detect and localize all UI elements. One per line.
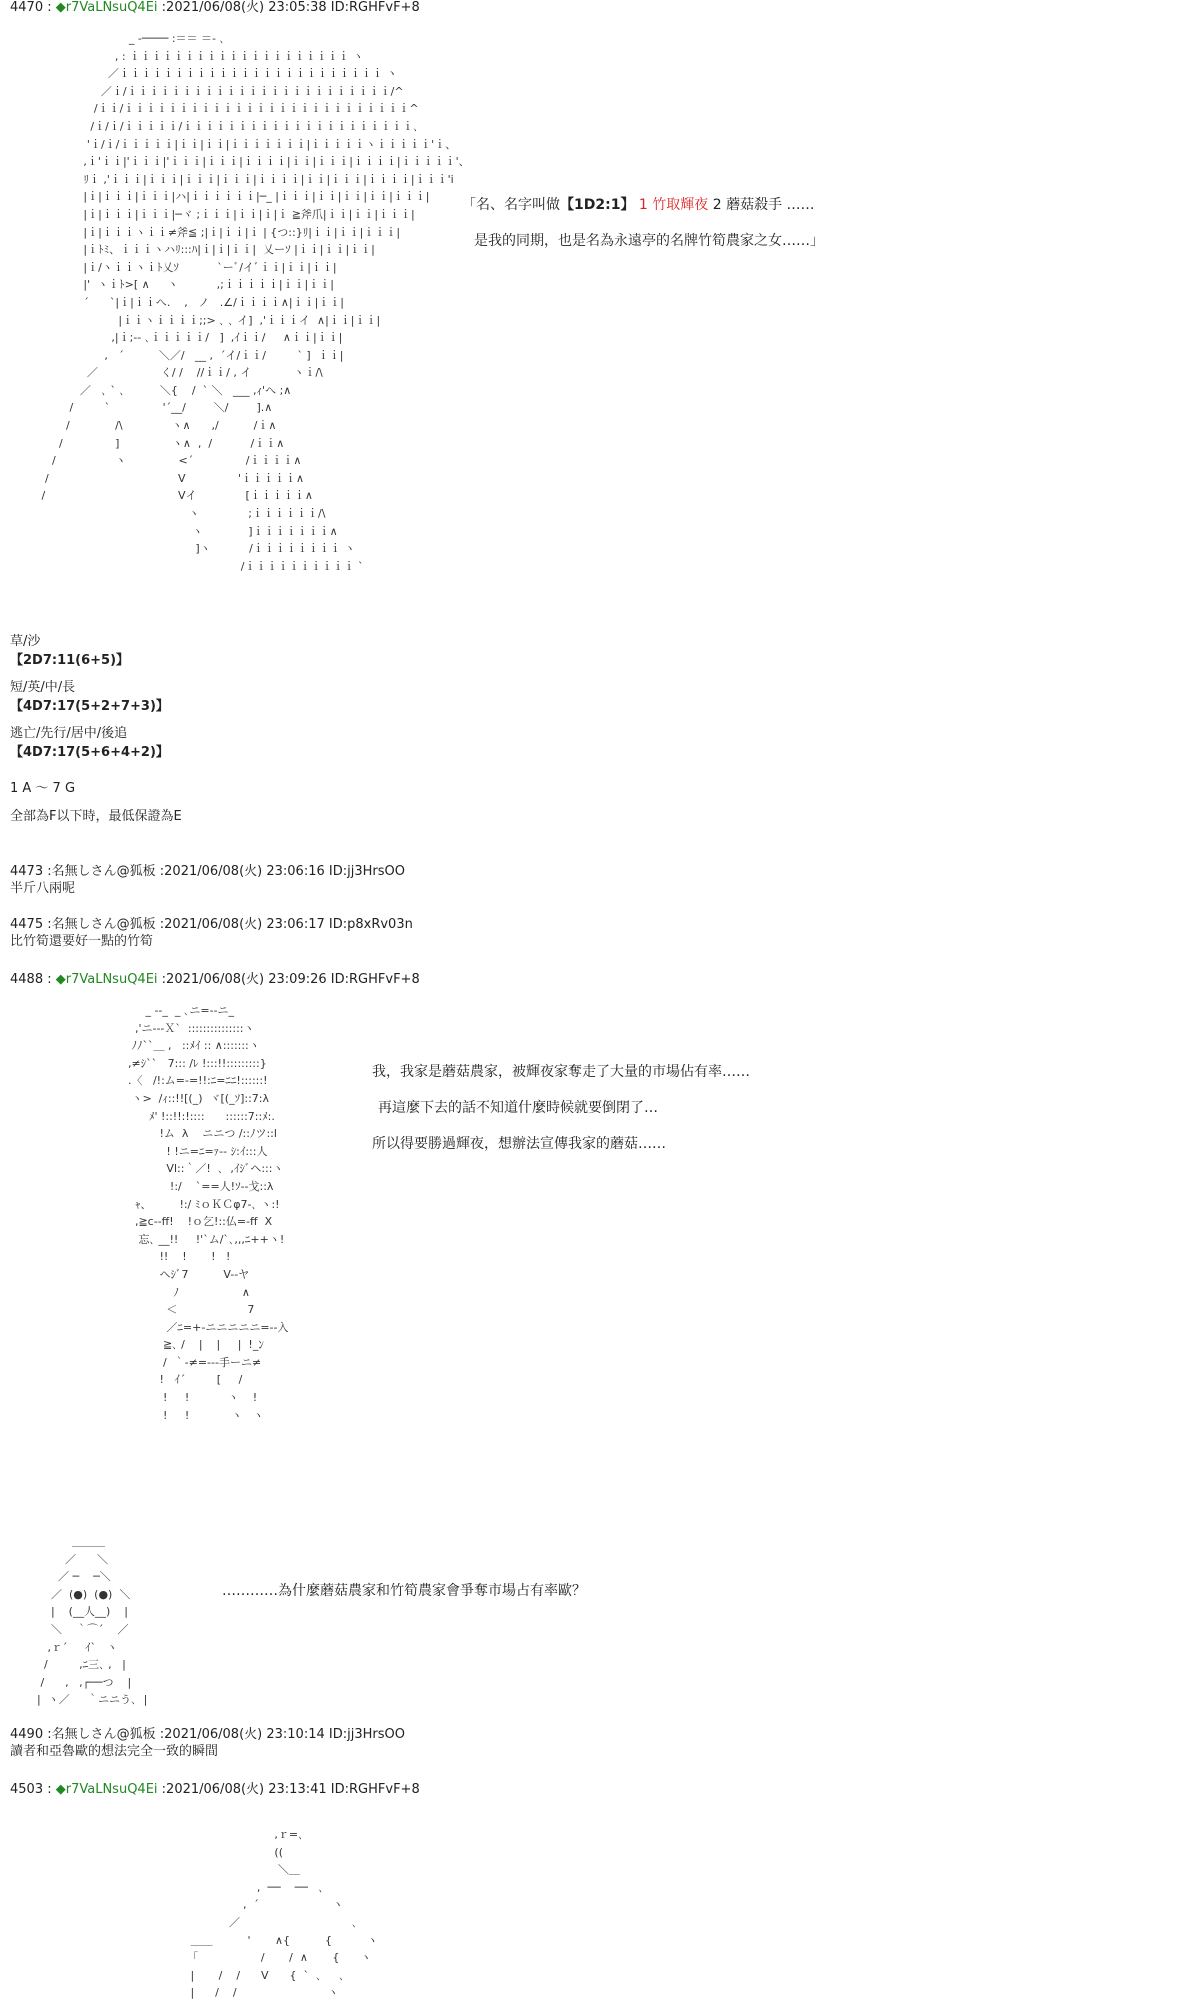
post-number: 4503	[10, 1782, 44, 1797]
poster-id[interactable]: ID:jj3HrsOO	[328, 1727, 405, 1742]
ascii-art-partial: ,ｒ=､ (( ＼＿ , ── ── ､ , ´ ヽ ／ ､ ＿＿ ' ∧{ { ヽ 「 / / ∧ { ヽ | / / V { ` ､ ､ | / / ヽ	[186, 1828, 378, 2000]
poster-name[interactable]: r7VaLNsuQ4Ei	[65, 1782, 158, 1797]
speech-text: 所以得要勝過輝夜，想辦法宣傳我家的蘑菇……	[372, 1136, 666, 1152]
trip-mark-icon: ◆	[55, 972, 66, 987]
stat-category: 草/沙	[10, 634, 41, 649]
poster-id[interactable]: ID:RGHFvF+8	[330, 1782, 420, 1797]
post-date: :2021/06/08(火) 23:06:16	[159, 864, 325, 879]
poster-name[interactable]: r7VaLNsuQ4Ei	[65, 0, 158, 15]
poster-name[interactable]: r7VaLNsuQ4Ei	[65, 972, 158, 987]
stat-scale: 1 A ～ 7 G	[10, 781, 76, 796]
ascii-art-mushroom-farmer: _ -‐_ _ ､ニ=--ニ_ ,'ニ-‐‐Ｘ` :::::::::::::::ヽ ﾉﾉ``＿ , ::ﾒｲ :: ∧:::::::ヽ ,≠ｼ`` 7::: /ﾚ !:::!!:::::::::} .〈 /!:ム=-=!!:ﾆ=ﾆﾆ!::::::! ヽ> /ｨ::!![(_) ヾ[(_ｿ]::7:λ ﾒ' !::!!:!:::: ::::::7::ﾒ:. !ム λ ニニつ /::ﾉツ::l ! !ニ=ﾆ=ｧ-- ｼ:ｲ:::人 Vl::｀／! ､ ,ｲｼﾞヘ:::ヽ !:/ `==人!ｿ-‐戈::λ ｬ、 !:/ ﾐｏＫＣφ7-､ ヽ:! ,≧c‐-ff! !ｏ乞!::仏=-ff X 忘､ __!! !'`ム/`､,,,ﾆ++ヽ! !! ! ! ! ヘｼﾞ7 V-‐ヤ ﾉ ∧ ＜ 7 ／ﾆ=+-ニニニニニ=--入 ≧､ / | | | !_ﾝ / ｀‐≠=--‐手ーニ≠ ! ｲ´ [ / ! ! ヽ ! ! ! ヽ ヽ	[127, 1004, 289, 1422]
dice-roll: 【4D7:17(5+6+4+2)】	[10, 744, 169, 760]
post-header-4503: 4503 : ◆r7VaLNsuQ4Ei :2021/06/08(火) 23:13:41 ID:RGHFvF+8	[10, 1782, 420, 1797]
dice-roll: 【4D7:17(5+2+7+3)】	[10, 698, 169, 714]
poster-name[interactable]: :名無しさん@狐板	[47, 864, 156, 879]
post-date: :2021/06/08(火) 23:09:26	[161, 972, 327, 987]
ascii-art-kaguya: _ -──── :＝＝ ＝- ､ , : ｉｉｉｉｉｉｉｉｉｉｉｉｉｉｉｉｉｉｉｉ ヽ ／ｉｉｉｉｉｉｉｉｉｉｉｉｉｉｉｉｉｉｉｉｉｉｉｉ ヽ ／ｉ/ｉｉｉｉｉｉｉｉｉｉｉｉｉｉｉｉｉｉｉｉｉｉｉｉ/^ /ｉｉ/ｉｉｉｉｉｉｉｉｉｉｉｉｉｉｉｉｉｉｉｉｉｉｉｉｉｉ^ /ｉ/ｉ/ｉｉｉｉｉ/ｉｉｉｉｉｉｉｉｉｉｉｉｉｉｉｉｉｉｉｉｉ､ 'ｉ/ｉ/ｉｉｉｉｉ|ｉｉ|ｉｉ|ｉｉｉｉｉｉｉ|ｉｉｉｉｉヽｉｉｉｉｉ'ｉ、 ,ｉ'ｉｉ|'ｉｉｉ|'ｉｉｉ|ｉｉｉ|ｉｉｉｉ|ｉｉ|ｉｉｉ|ｉｉｉｉ|ｉｉｉｉｉ'、 ﾘｉ ,'ｉｉｉ|ｉｉｉ|ｉｉｉ|ｉｉｉ|ｉｉｉｉ|ｉｉ|ｉｉｉ|ｉｉｉｉ|ｉｉｉ'i |ｉ|ｉｉｉ|ｉｉｉ|ハ|ｉｉｉｉｉｉ|─_ |ｉｉｉ|ｉｉ|ｉｉ|ｉｉ|ｉｉｉ| |ｉ|ｉｉｉ|ｉｉｉ|─ヾ ;ｉｉｉ|ｉｉ|ｉ|ｉ ≧斧爪|ｉｉ|ｉｉ|ｉｉｉ| |ｉ|ｉｉｉヽｉｉ≠斧≦ ;|ｉ|ｉｉ|ｉ | {つ::}ﾘ|ｉｉ|ｉｉ|ｉｉｉ| |ｉﾄﾐ、ｉｉｉヽハﾘ:::ﾊ|ｉ|ｉ|ｉｉ| 乂ーｿ |ｉｉ|ｉｉ|ｉｉ| |ｉ/ヽｉｉヽｉﾄ乂ｿ `ーﾞ/イﾞｉｉ|ｉｉ|ｉｉ| |' ヽｉﾄ>[ ∧ ヽ ,;ｉｉｉｉｉ|ｉｉ|ｉｉ| ´ `|ｉ|ｉｉへ. , ノ .∠/ｉｉｉｉ∧|ｉｉ|ｉｉ| |ｉｉヽｉｉｉｉ;;> ､ ､ イ] ,'ｉｉｉイ ∧|ｉｉ|ｉｉ| ,|ｉ;-- ､ｉｉｉｉｉ/ ] ,ｲｉｉ/ ∧ｉｉ|ｉｉ| , ´ ＼／/ __ , ´イ/ｉｉ/ ` ] ｉｉ| ／ く/ / //ｉｉ/ , イ ヽｉ/\ ／ ､ ` ､ ＼{ / ` ＼ ___ ,ｨ'へ ;∧ / ` '´__/ ＼/ ].∧ / /\ ヽ∧ ,/ /ｉ∧ / ] ヽ∧ , / /ｉｉ∧ / ヽ <´ /ｉｉｉｉ∧ / V 'ｉｉｉｉｉ∧ / Vイ [ｉｉｉｉｉ∧ ヽ ;ｉｉｉｉｉｉ/\ ヽ ]ｉｉｉｉｉｉｉ∧ ]ヽ /ｉｉｉｉｉｉｉｉ ヽ /ｉｉｉｉｉｉｉｉｉｉ `	[41, 32, 470, 573]
post-number: 4470	[10, 0, 44, 15]
trip-mark-icon: ◆	[55, 1782, 66, 1797]
speech-text: 「名、名字叫做	[462, 197, 560, 213]
dice-roll: 【1D2:1】	[560, 197, 635, 213]
post-number: 4488	[10, 972, 44, 987]
poster-id[interactable]: ID:p8xRv03n	[328, 917, 413, 932]
post-body-4475: 比竹筍還要好一點的竹筍	[10, 934, 154, 949]
speech-block-2	[372, 1054, 750, 1162]
poster-name[interactable]: :名無しさん@狐板	[47, 1727, 156, 1742]
stat-note: 全部為F以下時，最低保證為E	[10, 808, 182, 824]
speech-text: 2 蘑菇殺手 ……	[708, 197, 815, 213]
post-number: 4475	[10, 917, 44, 932]
poster-id[interactable]: ID:jj3HrsOO	[328, 864, 405, 879]
post-date: :2021/06/08(火) 23:06:17	[159, 917, 325, 932]
stat-category: 逃亡/先行/居中/後追	[10, 726, 128, 741]
speech-text: 我，我家是蘑菇農家，被輝夜家奪走了大量的市場佔有率……	[372, 1064, 750, 1080]
dice-roll: 【2D7:11(6+5)】	[10, 652, 130, 668]
post-header-4488: 4488 : ◆r7VaLNsuQ4Ei :2021/06/08(火) 23:09:26 ID:RGHFvF+8	[10, 972, 420, 987]
speech-text: 是我的同期，也是名為永遠亭的名牌竹筍農家之女……」	[474, 233, 824, 249]
post-date: :2021/06/08(火) 23:13:41	[161, 1782, 327, 1797]
poster-id[interactable]: ID:RGHFvF+8	[330, 972, 420, 987]
post-header-4473	[10, 864, 405, 880]
stat-category: 短/英/中/長	[10, 680, 76, 695]
speech-text: 再這麼下去的話不知道什麼時候就要倒閉了…	[378, 1100, 658, 1116]
stats-block	[10, 628, 182, 830]
post-date: :2021/06/08(火) 23:10:14	[159, 1727, 325, 1742]
speech-block-1	[462, 187, 824, 259]
post-header-4470: 4470 : ◆r7VaLNsuQ4Ei :2021/06/08(火) 23:05:38 ID:RGHFvF+8	[10, 0, 420, 15]
post-date: :2021/06/08(火) 23:05:38	[161, 0, 327, 15]
poster-name[interactable]: :名無しさん@狐板	[47, 917, 156, 932]
poster-id[interactable]: ID:RGHFvF+8	[330, 0, 420, 15]
post-header-4475	[10, 917, 413, 933]
dice-result: 1 竹取輝夜	[634, 197, 709, 213]
post-header-4490	[10, 1727, 405, 1743]
post-body-4490: 讀者和亞魯歐的想法完全一致的瞬間	[10, 1744, 219, 1759]
speech-block-3: …………為什麼蘑菇農家和竹筍農家會爭奪市場占有率歐？	[222, 1583, 586, 1599]
post-body-4473: 半斤八兩呢	[10, 881, 76, 896]
trip-mark-icon: ◆	[55, 0, 66, 15]
post-number: 4490	[10, 1727, 44, 1742]
ascii-art-yaruo: ＿＿＿ ／ ＼ ／ ─ ─＼ ／ (●) (●) ＼ | (__人__) | ＼ ｀⌒´ ／ ,ｒ´ ｲ` ヽ / ,ﾆ三､ , | / , ,┌──つ | | ヽ／ ｀ニニう､ |	[36, 1535, 148, 1707]
post-number: 4473	[10, 864, 44, 879]
